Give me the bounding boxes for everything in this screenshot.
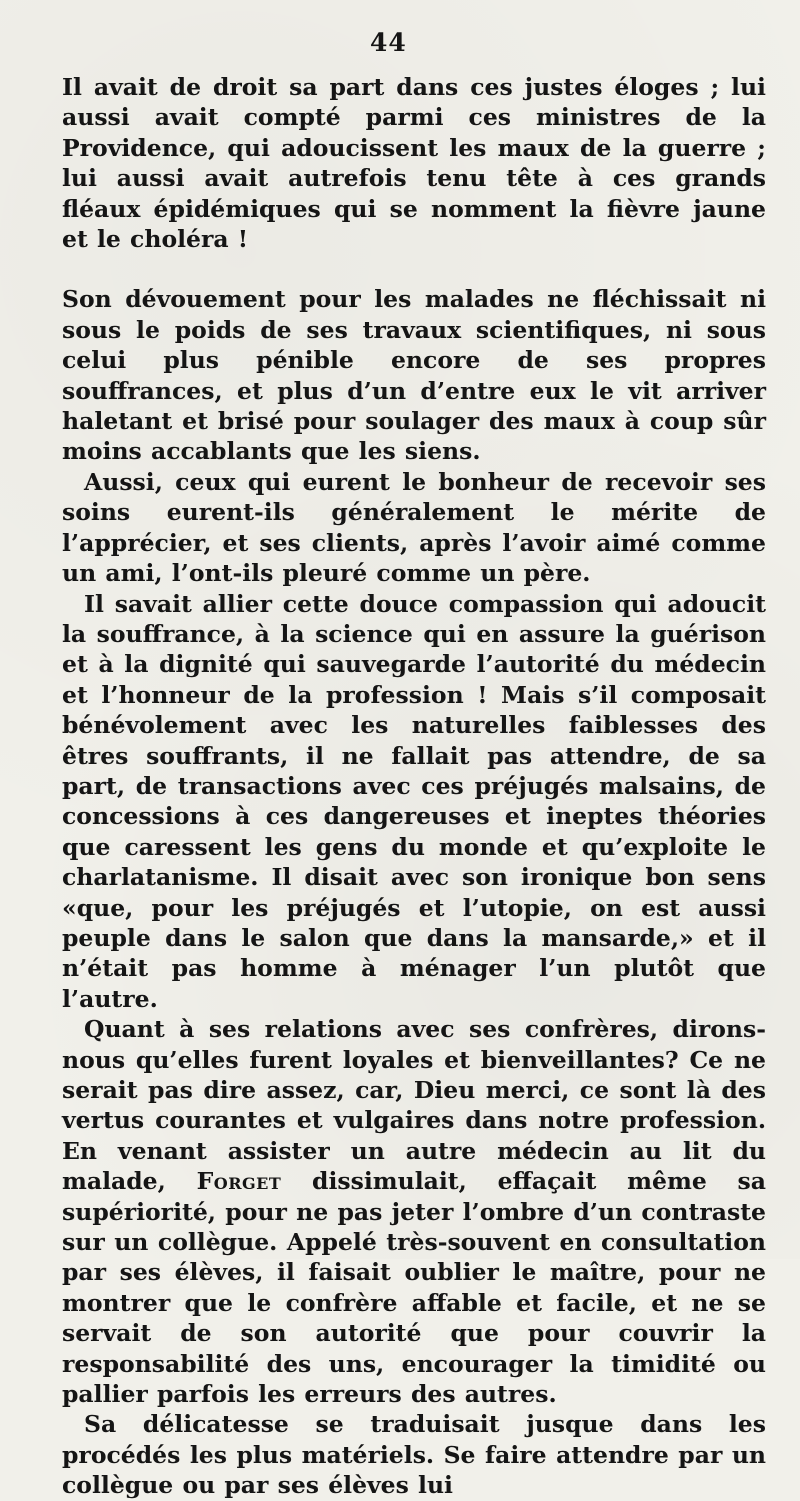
paragraph-5-end: dissimulait, effaçait même sa supériorité, pour ne pas jeter l’ombre d’un contraste sur un collègue. Appelé très-souvent en consultation par ses élèves, il faisait oublier le maître, pour ne montrer que le confrère affable et facile, et ne se servait de son autorité que pour couvrir la responsabilité des uns, encourager la timidité ou pallier parfois les erreurs des autres. [62,1167,766,1409]
paragraph-3: Aussi, ceux qui eurent le bonheur de recevoir ses soins eurent-ils généralement le mérite de l’apprécier, et ses clients, après l’avoir aimé comme un ami, l’ont-ils pleuré comme un père. [62,467,766,588]
person-name: Forget [196,1167,282,1196]
paragraph-gap [62,254,766,284]
paragraph-2: Son dévouement pour les malades ne fléchissait ni sous le poids de ses travaux scientifiques, ni sous celui plus pénible encore de ses propres souffrances, et plus d’un d’entre eux le vit arriver haletant et brisé pour soulager des maux à coup sûr moins accablants que les siens. [62,285,766,466]
paragraph-6: Sa délicatesse se traduisait jusque dans les procédés les plus matériels. Se faire attendre par un collègue ou par ses élèves lui [62,1410,766,1500]
paragraph-5 [62,1014,766,1409]
paragraph-5-start: Quant à ses relations avec ses confrères, dirons-nous qu’elles furent loyales et bienveillantes? Ce ne serait pas dire assez, car, Dieu merci, ce sont là des vertus courantes et vulgaires dans notre profession. En venant assister un autre médecin au lit du malade, [62,1015,766,1196]
paragraph-4: Il savait allier cette douce compassion qui adoucit la souffrance, à la science qui en assure la guérison et à la dignité qui sauvegarde l’autorité du médecin et l’honneur de la profession ! Mais s’il composait bénévolement avec les naturelles faiblesses des êtres souffrants, il ne fallait pas attendre, de sa part, de transactions avec ces préjugés malsains, de concessions à ces dangereuses et ineptes théories que caressent les gens du monde et qu’exploite le charlatanisme. Il disait avec son ironique bon sens «que, pour les préjugés et l’utopie, on est aussi peuple dans le salon que dans la mansarde,» et il n’était pas homme à ménager l’un plutôt que l’autre. [62,589,766,1013]
paragraph-1: Il avait de droit sa part dans ces justes éloges ; lui aussi avait compté parmi ces ministres de la Providence, qui adoucissent les maux de la guerre ; lui aussi avait autrefois tenu tête à ces grands fléaux épidémiques qui se nomment la fièvre jaune et le choléra ! [62,73,766,254]
body-text [62,72,766,1501]
page-number: 44 [370,28,407,57]
